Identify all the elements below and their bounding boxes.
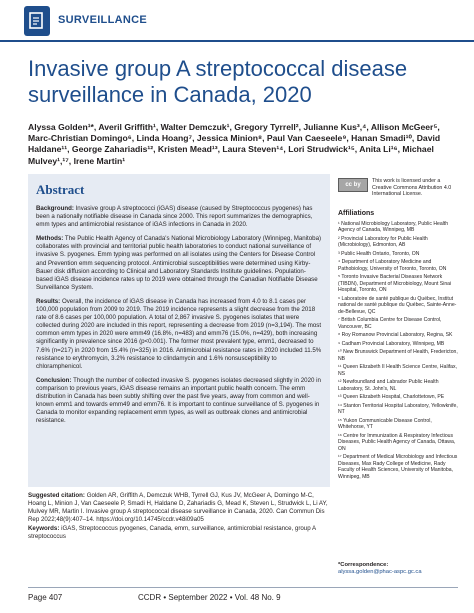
affiliation-item: ⁷ British Columbia Centre for Disease Control, Vancouver, BC (338, 317, 442, 330)
header-divider (0, 40, 474, 42)
affiliations-heading: Affiliations (338, 209, 375, 217)
affiliation-item: ³ Public Health Ontario, Toronto, ON (338, 250, 420, 257)
methods-text: The Public Health Agency of Canada's National Microbiology Laboratory (Winnipeg, Manitoba) collaborates with provincial and territorial public health laboratories to conduct national surveillance of invasive S. pyogenes. Emm typing was performed on all isolates using the Centers for Disease Control and Prevention emm sequencing protocol. Antimicrobial susceptibilities were determined using Kirby-Bauer disk diffusion according to Clinical and Laboratory Standards Institute guidelines. Population-based iGAS disease incidence rates up to 2019 were obtained through the Canadian Notifiable Disease Surveillance System. (36, 235, 322, 291)
affiliation-item: ¹² Newfoundland and Labrador Public Health Laboratory, St. John's, NL (338, 379, 439, 392)
affiliation-item: ⁶ Laboratoire de santé publique du Québec, Institut national de santé publique du Québec, Sainte-Anne-de-Bellevue, QC (338, 295, 457, 315)
article-title: Invasive group A streptococcal disease surveillance in Canada, 2020 (28, 56, 408, 107)
affiliation-item: ¹ National Microbiology Laboratory, Public Health Agency of Canada, Winnipeg, MB (338, 220, 449, 234)
abstract-results (36, 298, 322, 371)
conclusion-text: Though the number of collected invasive S. pyogenes isolates decreased slightly in 2020 in comparison to previous years, iGAS disease remains an important public health concern. The emm distribution in Canada has been subtly shifting over the past five years, away from common and well-known emm1 and towards emm49 and emm76. It is important to continue surveillance of S. pyogenes in Canada to monitor expanding replacement emm types, as well as outbreak clones and antimicrobial resistance. (36, 376, 321, 425)
document-icon (24, 6, 50, 36)
creative-commons-icon[interactable]: cc by (338, 178, 368, 192)
page-number: Page 407 (28, 593, 63, 602)
background-text: Invasive group A streptococci (iGAS) disease (caused by Streptococcus pyogenes) has been a nationally notifiable disease in Canada since 2000. This report summarizes the demographics, emm types and antimicrobial resistance of iGAS infections in Canada in 2020. (36, 205, 313, 229)
results-label: Results: (36, 297, 61, 305)
abstract-conclusion (36, 377, 322, 426)
footer-divider (28, 587, 458, 588)
affiliation-item: ¹⁴ Stanton Territorial Hospital Laboratory, Yellowknife, NT (338, 402, 458, 416)
citation-block (28, 492, 330, 542)
abstract-box (28, 174, 330, 487)
affiliation-item: ¹¹ Queen Elizabeth II Health Science Centre, Halifax, NS (338, 364, 457, 377)
section-label: SURVEILLANCE (58, 14, 147, 26)
affiliation-item: ⁵ Toronto Invasive Bacterial Diseases Network (TIBDN), Department of Microbiology, Mount Sinai Hospital, Toronto, ON (338, 274, 452, 294)
license-text[interactable]: This work is licensed under a Creative Commons Attribution 4.0 International License. (372, 178, 452, 198)
affiliation-item: ⁴ Department of Laboratory Medicine and Pathobiology, University of Toronto, Toronto, ON (338, 259, 447, 272)
affiliation-item: ⁸ Roy Romanow Provincial Laboratory, Regina, SK (338, 332, 453, 339)
correspondence-label: *Correspondence: (338, 562, 389, 568)
header-bar (0, 0, 474, 40)
abstract-methods (36, 235, 322, 292)
conclusion-label: Conclusion: (36, 376, 72, 384)
affiliation-item: ¹⁶ Centre for Immunization & Respiratory Infectious Diseases, Public Health Agency of Canada, Ottawa, ON (338, 432, 456, 452)
abstract-heading: Abstract (36, 182, 85, 197)
methods-label: Methods: (36, 235, 64, 243)
keywords-text: iGAS, Streptococcus pyogenes, Canada, emm, surveillance, antimicrobial resistance, group A streptococcus (28, 525, 316, 541)
affiliation-item: ¹⁵ Yukon Communicable Disease Control, Whitehorse, YT (338, 417, 432, 431)
affiliation-item: ⁹ Cadham Provincial Laboratory, Winnipeg, MB (338, 340, 445, 347)
sidebar (338, 178, 458, 482)
background-label: Background: (36, 205, 74, 212)
suggested-citation-label: Suggested citation: (28, 492, 85, 499)
correspondence-email-link[interactable]: alyssa.golden@phac-aspc.gc.ca (338, 569, 422, 576)
keywords (28, 525, 330, 541)
keywords-label: Keywords: (28, 525, 60, 533)
affiliation-item: ¹⁷ Department of Medical Microbiology and Infectious Diseases, Max Rady College of Medicine, Rady Faculty of Health Sciences, University of Manitoba, Winnipeg, MB (338, 454, 458, 480)
license-row (338, 178, 458, 198)
correspondence (338, 562, 458, 577)
author-list: Alyssa Golden¹*, Averil Griffith¹, Walter Demczuk¹, Gregory Tyrrell², Julianne Kus³,⁴, Allison McGeer⁵, Marc-Christian Domingo⁶, Linda Hoang⁷, Jessica Minion⁸, Paul Van Caeseele⁹, Hanan Smadi¹⁰, David Haldane¹¹, George Zahariadis¹², Kristen Mead¹³, Laura Steven¹⁴, Lori Strudwick¹⁵, Anita Li¹⁶, Michael Mulvey¹,¹⁷, Irene Martin¹ (28, 122, 441, 166)
suggested-citation-text: Golden AR, Griffith A, Demczuk WHB, Tyrrell GJ, Kus JV, McGeer A, Domingo M-C, Hoang L, Minion J, Van Caeseele P, Smadi H, Haldane D, Zahariadis G, Mead K, Steven L, Strudwick L, Li AY, Mulvey MR, Martin I. Invasive group A streptococcal disease surveillance in Canada, 2020. Can Commun Dis Rep 2022;48(9):407–14. https://doi.org/10.14745/ccdr.v48i09a05 (28, 492, 328, 524)
affiliations-list (338, 221, 458, 480)
affiliation-item: ¹³ Queen Elizabeth Hospital, Charlottetown, PE (338, 394, 445, 401)
suggested-citation (28, 492, 330, 524)
affiliation-item: ² Provincial Laboratory for Public Health (Microbiology), Edmonton, AB (338, 235, 428, 249)
results-text: Overall, the incidence of iGAS disease in Canada has increased from 4.0 to 8.1 cases per 100,000 population from 2009 to 2019. The 2019 incidence represents a slight decrease from the 2018 rate of 8.6 cases per 100,000 population. A total of 2,867 invasive S. pyogenes isolates that were collected during 2020 are included in this report, representing a decrease from 2019 (n=3,194). The most common emm types in 2020 were emm49 (16.8%, n=483) and emm76 (15.0%, n=429), both increasing significantly in prevalence since 2016 (p<0.001). The former most prevalent type, emm1, decreased to 7.6% (n=217) in 2020 from 15.4% (n=325) in 2016. Antimicrobial resistance rates in 2020 included 11.5% resistance to erythromycin, 3.2% resistance to clindamycin and 1.6% nonsusceptibility to chloramphenicol. (36, 297, 322, 370)
abstract-background (36, 205, 322, 229)
affiliation-item: ¹⁰ New Brunswick Department of Health, Fredericton, NB (338, 349, 458, 362)
journal-info: CCDR • September 2022 • Vol. 48 No. 9 (138, 593, 281, 602)
